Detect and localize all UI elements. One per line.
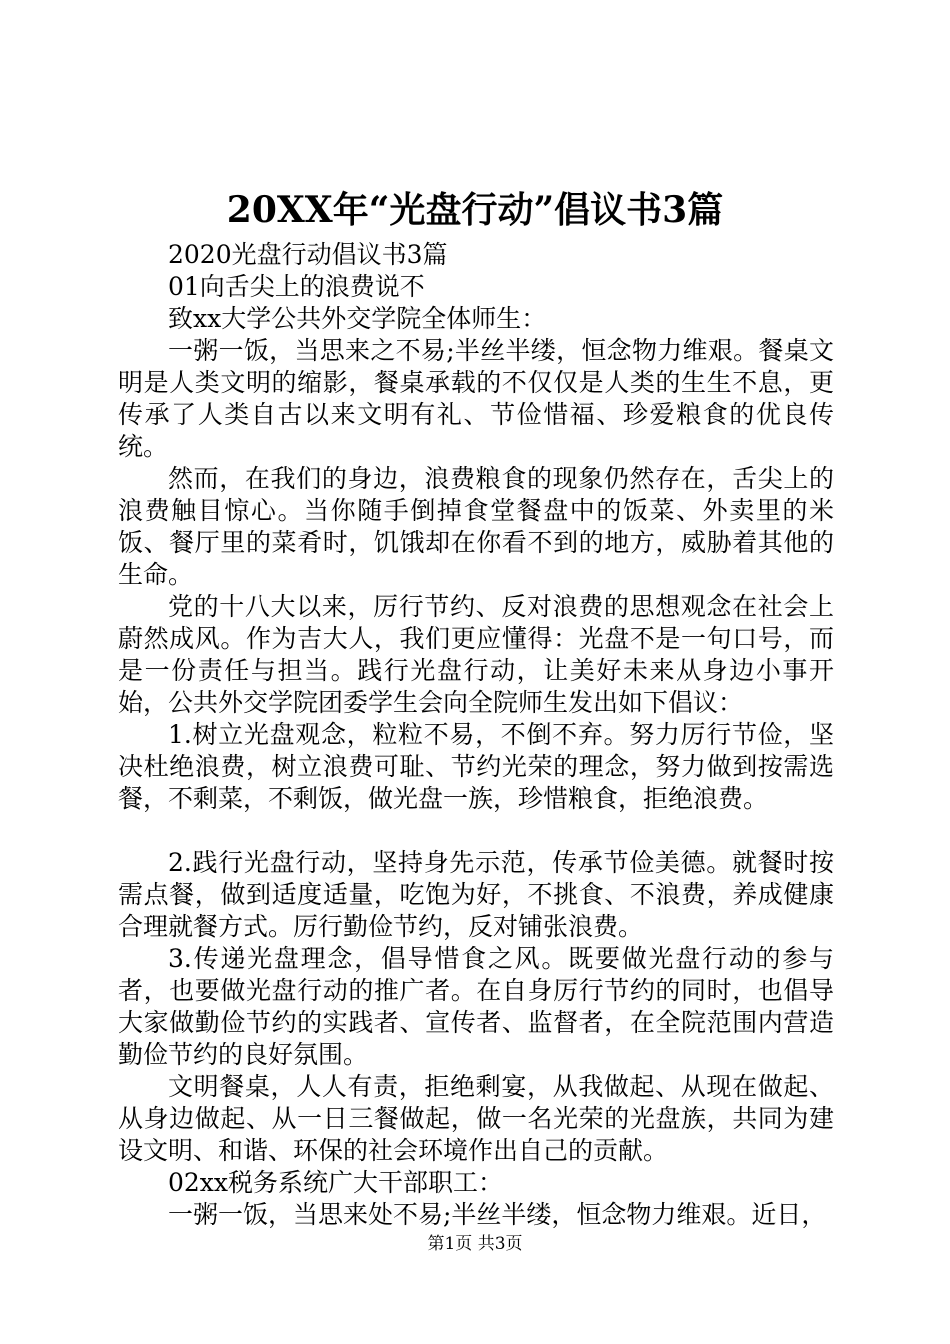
paragraph-body: 党的十八大以来，厉行节约、反对浪费的思想观念在社会上蔚然成风。作为吉大人，我们更应懂得：光盘不是一句口号，而是一份责任与担当。践行光盘行动，让美好未来从身边小事开始，公共外交学院团委学生会向全院师生发出如下倡议： [118, 592, 834, 717]
paragraph-salutation-01: 致xx大学公共外交学院全体师生： [168, 304, 547, 333]
page-number-footer: 第1页 共3页 [427, 1234, 523, 1254]
paragraph-body: 文明餐桌，人人有责，拒绝剩宴，从我做起、从现在做起、从身边做起、从一日三餐做起，做一名光荣的光盘族，共同为建设文明、和谐、环保的社会环境作出自己的贡献。 [118, 1072, 834, 1165]
paragraph-proposal-1: 1.树立光盘观念，粒粒不易，不倒不弃。努力厉行节俭，坚决杜绝浪费，树立浪费可耻、节约光荣的理念，努力做到按需选餐，不剩菜，不剩饭，做光盘一族，珍惜粮食，拒绝浪费。 [118, 720, 834, 813]
document-body [118, 239, 834, 1231]
paragraph-salutation-02: 02xx税务系统广大干部职工： [168, 1168, 504, 1197]
paragraph-subtitle: 2020光盘行动倡议书3篇 [168, 240, 448, 269]
paragraph-section-heading-01: 01向舌尖上的浪费说不 [168, 272, 425, 301]
paragraph-body: 一粥一饭，当思来之不易;半丝半缕，恒念物力维艰。餐桌文明是人类文明的缩影，餐桌承载的不仅仅是人类的生生不息，更传承了人类自古以来文明有礼、节俭惜福、珍爱粮食的优良传统。 [118, 336, 834, 461]
paragraph-proposal-2: 2.践行光盘行动，坚持身先示范，传承节俭美德。就餐时按需点餐，做到适度适量，吃饱为好，不挑食、不浪费，养成健康合理就餐方式。厉行勤俭节约，反对铺张浪费。 [118, 848, 834, 941]
document-title: 20XX年“光盘行动”倡议书3篇 [226, 189, 724, 231]
paragraph-body: 然而，在我们的身边，浪费粮食的现象仍然存在，舌尖上的浪费触目惊心。当你随手倒掉食堂餐盘中的饭菜、外卖里的米饭、餐厅里的菜肴时，饥饿却在你看不到的地方，威胁着其他的生命。 [118, 464, 834, 589]
paragraph-body: 一粥一饭，当思来处不易;半丝半缕，恒念物力维艰。近日， [168, 1200, 827, 1229]
paragraph-proposal-3: 3.传递光盘理念，倡导惜食之风。既要做光盘行动的参与者，也要做光盘行动的推广者。在自身厉行节约的同时，也倡导大家做勤俭节约的实践者、宣传者、监督者，在全院范围内营造勤俭节约的良好氛围。 [118, 944, 834, 1069]
